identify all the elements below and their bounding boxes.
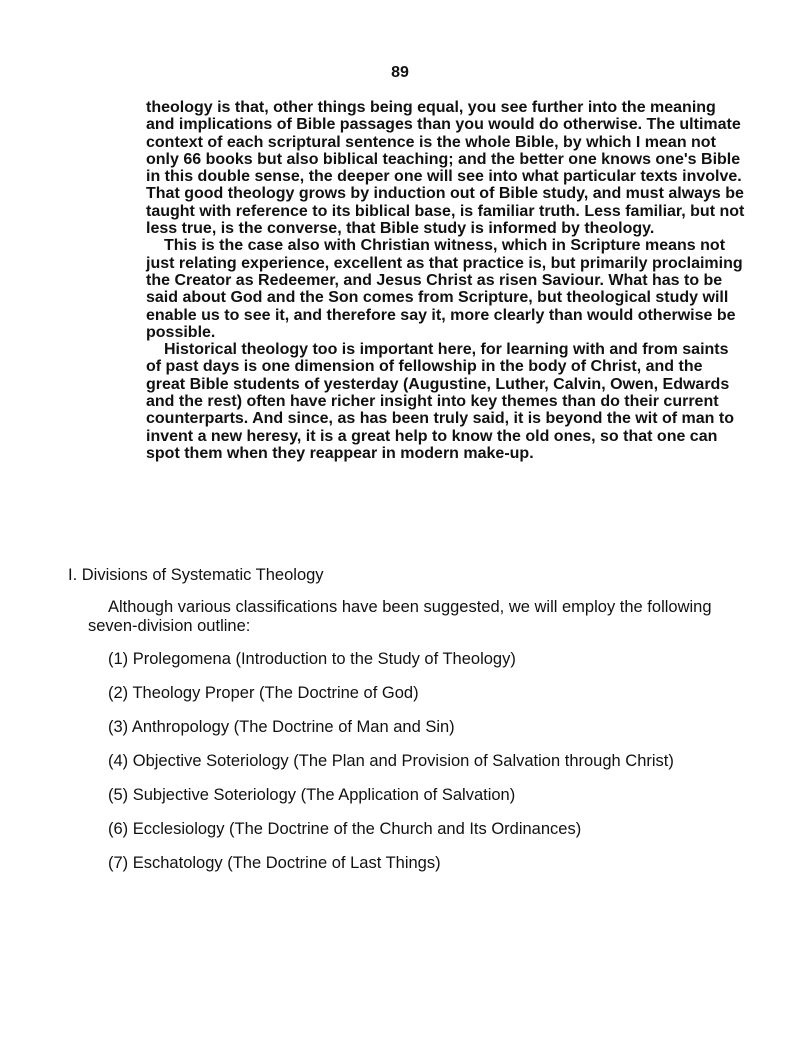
page-number: 89 (391, 64, 409, 81)
section-heading: I. Divisions of Systematic Theology (68, 566, 324, 584)
divisions-list (108, 650, 708, 888)
paragraph-theology-bible: theology is that, other things being equal, you see further into the meaning and implications of Bible passages than you would do otherwise. The ultimate context of each scriptural sentence is the whole Bible, by which I mean not only 66 books but also biblical teaching; and the better one knows one's Bible in this double sense, the deeper one will see into what particular texts involve. That good theology grows by induction out of Bible study, and must always be taught with reference to its biblical base, is familiar truth. Less familiar, but not less true, is the converse, that Bible study is informed by theology. (146, 99, 745, 238)
quoted-text-block (146, 99, 746, 462)
list-item: (2) Theology Proper (The Doctrine of God) (108, 684, 419, 702)
section-intro: Although various classifications have been suggested, we will employ the following seven-division outline: (88, 598, 712, 635)
paragraph-christian-witness: This is the case also with Christian witness, which in Scripture means not just relating experience, excellent as that practice is, but primarily proclaiming the Creator as Redeemer, and Jesus Christ as risen Saviour. What has to be said about God and the Son comes from Scripture, but theological study will enable us to see it, and therefore say it, more clearly than would otherwise be possible. (146, 237, 743, 341)
list-item: (4) Objective Soteriology (The Plan and Provision of Salvation through Christ) (108, 752, 674, 770)
list-item: (6) Ecclesiology (The Doctrine of the Church and Its Ordinances) (108, 820, 582, 838)
paragraph-historical-theology: Historical theology too is important here, for learning with and from saints of past days is one dimension of fellowship in the body of Christ, and the great Bible students of yesterday (Augustine, Luther, Calvin, Owen, Edwards and the rest) often have richer insight into key themes than do their current counterparts. And since, as has been truly said, it is beyond the wit of man to invent a new heresy, it is a great help to know the old ones, so that one can spot them when they reappear in modern make-up. (146, 341, 734, 462)
list-item: (7) Eschatology (The Doctrine of Last Things) (108, 854, 441, 872)
list-item: (5) Subjective Soteriology (The Application of Salvation) (108, 786, 516, 804)
list-item: (3) Anthropology (The Doctrine of Man and Sin) (108, 718, 455, 736)
list-item: (1) Prolegomena (Introduction to the Study of Theology) (108, 650, 516, 668)
